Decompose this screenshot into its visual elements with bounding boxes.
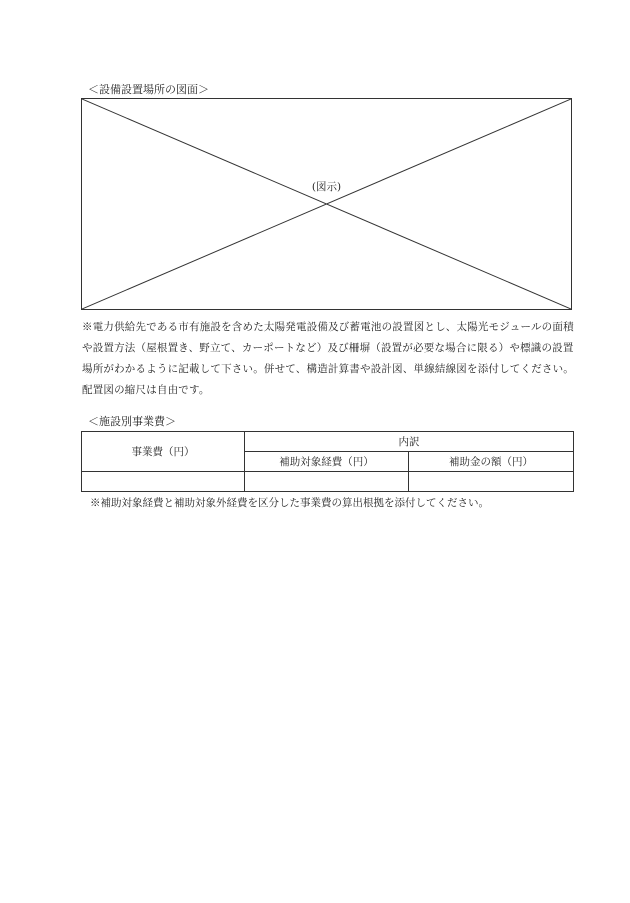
- subsidy-target-cell[interactable]: [245, 472, 409, 492]
- subsidy-target-header: 補助対象経費（円）: [245, 452, 409, 472]
- placeholder-label-wrap: [82, 179, 571, 194]
- subsidy-amount-cell[interactable]: [409, 472, 574, 492]
- breakdown-header: 内訳: [245, 432, 574, 452]
- subsidy-amount-header: 補助金の額（円）: [409, 452, 574, 472]
- cost-section-heading: ＜施設別事業費＞: [88, 415, 176, 428]
- cost-basis-note: ※補助対象経費と補助対象外経費を区分した事業費の算出根拠を添付してください。: [90, 497, 489, 509]
- project-cost-cell[interactable]: [82, 472, 245, 492]
- diagram-placeholder: [81, 98, 572, 310]
- project-cost-header: 事業費（円）: [82, 432, 245, 472]
- placeholder-label: (図示): [311, 181, 342, 193]
- facility-cost-table: [81, 431, 574, 492]
- diagram-section-heading: ＜設備設置場所の図面＞: [88, 83, 209, 96]
- diagram-instructions-note: ※電力供給先である市有施設を含めた太陽発電設備及び蓄電池の設置図とし、太陽光モジュールの面積や設置方法（屋根置き、野立て、カーポートなど）及び柵塀（設置が必要な場合に限る）や標識の設置場所がわかるように記載して下さい。併せて、構造計算書や設計図、単線結線図を添付してください。配置図の縮尺は自由です。: [82, 321, 574, 396]
- table-header-row-1: [82, 432, 574, 452]
- table-row: [82, 472, 574, 492]
- placeholder-cross-lines: [82, 99, 571, 309]
